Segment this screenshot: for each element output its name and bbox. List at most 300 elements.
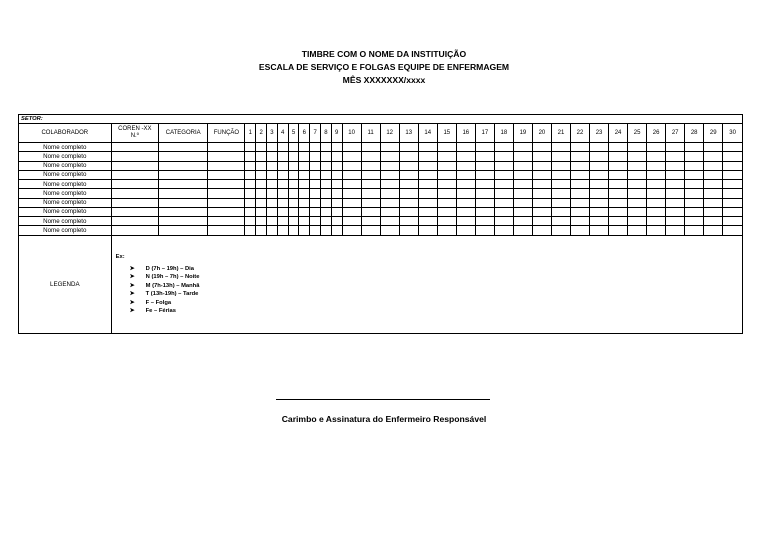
day-cell[interactable] bbox=[331, 161, 342, 170]
employee-name-cell[interactable]: Nome completo bbox=[19, 207, 112, 216]
day-cell[interactable] bbox=[456, 152, 475, 161]
day-cell[interactable] bbox=[723, 161, 743, 170]
day-cell[interactable] bbox=[399, 198, 418, 207]
day-cell[interactable] bbox=[609, 180, 628, 189]
day-cell[interactable] bbox=[723, 217, 743, 226]
day-cell[interactable] bbox=[494, 161, 513, 170]
day-cell[interactable] bbox=[475, 198, 494, 207]
info-cell[interactable] bbox=[208, 152, 245, 161]
day-cell[interactable] bbox=[331, 189, 342, 198]
day-cell[interactable] bbox=[380, 180, 399, 189]
day-cell[interactable] bbox=[342, 226, 361, 235]
day-cell[interactable] bbox=[570, 143, 589, 152]
info-cell[interactable] bbox=[111, 152, 158, 161]
day-cell[interactable] bbox=[513, 180, 532, 189]
day-cell[interactable] bbox=[628, 226, 647, 235]
day-cell[interactable] bbox=[321, 152, 332, 161]
day-cell[interactable] bbox=[331, 207, 342, 216]
day-cell[interactable] bbox=[342, 143, 361, 152]
day-cell[interactable] bbox=[494, 180, 513, 189]
info-cell[interactable] bbox=[208, 143, 245, 152]
day-cell[interactable] bbox=[723, 152, 743, 161]
day-cell[interactable] bbox=[513, 198, 532, 207]
day-cell[interactable] bbox=[456, 207, 475, 216]
day-cell[interactable] bbox=[647, 207, 666, 216]
day-cell[interactable] bbox=[361, 161, 380, 170]
day-cell[interactable] bbox=[609, 226, 628, 235]
day-cell[interactable] bbox=[551, 170, 570, 179]
day-cell[interactable] bbox=[342, 161, 361, 170]
day-cell[interactable] bbox=[570, 180, 589, 189]
day-cell[interactable] bbox=[590, 207, 609, 216]
day-cell[interactable] bbox=[647, 189, 666, 198]
day-cell[interactable] bbox=[570, 226, 589, 235]
day-cell[interactable] bbox=[321, 143, 332, 152]
day-cell[interactable] bbox=[513, 152, 532, 161]
day-cell[interactable] bbox=[570, 152, 589, 161]
day-cell[interactable] bbox=[256, 207, 267, 216]
day-cell[interactable] bbox=[628, 152, 647, 161]
day-cell[interactable] bbox=[551, 217, 570, 226]
day-cell[interactable] bbox=[532, 217, 551, 226]
day-cell[interactable] bbox=[310, 198, 321, 207]
day-cell[interactable] bbox=[704, 226, 723, 235]
day-cell[interactable] bbox=[361, 198, 380, 207]
day-cell[interactable] bbox=[475, 207, 494, 216]
day-cell[interactable] bbox=[723, 198, 743, 207]
day-cell[interactable] bbox=[532, 170, 551, 179]
day-cell[interactable] bbox=[437, 217, 456, 226]
info-cell[interactable] bbox=[111, 207, 158, 216]
day-cell[interactable] bbox=[609, 170, 628, 179]
day-cell[interactable] bbox=[342, 198, 361, 207]
day-cell[interactable] bbox=[331, 180, 342, 189]
day-cell[interactable] bbox=[267, 226, 278, 235]
day-cell[interactable] bbox=[418, 217, 437, 226]
day-cell[interactable] bbox=[437, 226, 456, 235]
info-cell[interactable] bbox=[111, 189, 158, 198]
day-cell[interactable] bbox=[277, 170, 288, 179]
day-cell[interactable] bbox=[532, 207, 551, 216]
day-cell[interactable] bbox=[418, 170, 437, 179]
day-cell[interactable] bbox=[299, 189, 310, 198]
day-cell[interactable] bbox=[723, 180, 743, 189]
day-cell[interactable] bbox=[704, 198, 723, 207]
day-cell[interactable] bbox=[666, 152, 685, 161]
info-cell[interactable] bbox=[158, 143, 207, 152]
day-cell[interactable] bbox=[475, 152, 494, 161]
day-cell[interactable] bbox=[288, 198, 299, 207]
day-cell[interactable] bbox=[288, 170, 299, 179]
day-cell[interactable] bbox=[288, 152, 299, 161]
day-cell[interactable] bbox=[437, 198, 456, 207]
day-cell[interactable] bbox=[513, 189, 532, 198]
employee-name-cell[interactable]: Nome completo bbox=[19, 170, 112, 179]
day-cell[interactable] bbox=[494, 170, 513, 179]
day-cell[interactable] bbox=[647, 198, 666, 207]
day-cell[interactable] bbox=[437, 143, 456, 152]
day-cell[interactable] bbox=[380, 152, 399, 161]
info-cell[interactable] bbox=[158, 198, 207, 207]
day-cell[interactable] bbox=[513, 161, 532, 170]
day-cell[interactable] bbox=[723, 143, 743, 152]
day-cell[interactable] bbox=[609, 207, 628, 216]
day-cell[interactable] bbox=[513, 226, 532, 235]
day-cell[interactable] bbox=[310, 207, 321, 216]
day-cell[interactable] bbox=[666, 198, 685, 207]
day-cell[interactable] bbox=[704, 161, 723, 170]
day-cell[interactable] bbox=[418, 226, 437, 235]
day-cell[interactable] bbox=[456, 170, 475, 179]
day-cell[interactable] bbox=[685, 152, 704, 161]
day-cell[interactable] bbox=[321, 198, 332, 207]
info-cell[interactable] bbox=[111, 161, 158, 170]
info-cell[interactable] bbox=[158, 207, 207, 216]
day-cell[interactable] bbox=[331, 217, 342, 226]
day-cell[interactable] bbox=[723, 226, 743, 235]
day-cell[interactable] bbox=[361, 143, 380, 152]
day-cell[interactable] bbox=[723, 207, 743, 216]
info-cell[interactable] bbox=[158, 180, 207, 189]
day-cell[interactable] bbox=[418, 143, 437, 152]
day-cell[interactable] bbox=[513, 143, 532, 152]
day-cell[interactable] bbox=[666, 207, 685, 216]
day-cell[interactable] bbox=[399, 207, 418, 216]
day-cell[interactable] bbox=[342, 170, 361, 179]
day-cell[interactable] bbox=[475, 226, 494, 235]
day-cell[interactable] bbox=[551, 180, 570, 189]
day-cell[interactable] bbox=[310, 143, 321, 152]
day-cell[interactable] bbox=[666, 189, 685, 198]
day-cell[interactable] bbox=[299, 198, 310, 207]
employee-name-cell[interactable]: Nome completo bbox=[19, 189, 112, 198]
day-cell[interactable] bbox=[267, 180, 278, 189]
info-cell[interactable] bbox=[111, 143, 158, 152]
info-cell[interactable] bbox=[158, 161, 207, 170]
day-cell[interactable] bbox=[494, 189, 513, 198]
day-cell[interactable] bbox=[475, 189, 494, 198]
day-cell[interactable] bbox=[310, 217, 321, 226]
day-cell[interactable] bbox=[532, 143, 551, 152]
day-cell[interactable] bbox=[628, 161, 647, 170]
employee-name-cell[interactable]: Nome completo bbox=[19, 217, 112, 226]
day-cell[interactable] bbox=[331, 143, 342, 152]
day-cell[interactable] bbox=[609, 217, 628, 226]
day-cell[interactable] bbox=[267, 198, 278, 207]
day-cell[interactable] bbox=[321, 217, 332, 226]
day-cell[interactable] bbox=[685, 180, 704, 189]
employee-name-cell[interactable]: Nome completo bbox=[19, 226, 112, 235]
day-cell[interactable] bbox=[310, 189, 321, 198]
day-cell[interactable] bbox=[380, 207, 399, 216]
day-cell[interactable] bbox=[310, 226, 321, 235]
day-cell[interactable] bbox=[399, 143, 418, 152]
day-cell[interactable] bbox=[456, 226, 475, 235]
day-cell[interactable] bbox=[704, 207, 723, 216]
day-cell[interactable] bbox=[288, 143, 299, 152]
day-cell[interactable] bbox=[647, 161, 666, 170]
day-cell[interactable] bbox=[570, 189, 589, 198]
info-cell[interactable] bbox=[158, 170, 207, 179]
day-cell[interactable] bbox=[551, 152, 570, 161]
day-cell[interactable] bbox=[704, 152, 723, 161]
day-cell[interactable] bbox=[380, 217, 399, 226]
day-cell[interactable] bbox=[380, 170, 399, 179]
day-cell[interactable] bbox=[532, 180, 551, 189]
day-cell[interactable] bbox=[267, 143, 278, 152]
day-cell[interactable] bbox=[685, 207, 704, 216]
day-cell[interactable] bbox=[570, 161, 589, 170]
day-cell[interactable] bbox=[609, 143, 628, 152]
day-cell[interactable] bbox=[532, 226, 551, 235]
info-cell[interactable] bbox=[158, 226, 207, 235]
day-cell[interactable] bbox=[245, 189, 256, 198]
day-cell[interactable] bbox=[628, 180, 647, 189]
day-cell[interactable] bbox=[704, 189, 723, 198]
day-cell[interactable] bbox=[704, 143, 723, 152]
info-cell[interactable] bbox=[208, 161, 245, 170]
day-cell[interactable] bbox=[570, 170, 589, 179]
day-cell[interactable] bbox=[245, 161, 256, 170]
day-cell[interactable] bbox=[256, 143, 267, 152]
day-cell[interactable] bbox=[299, 217, 310, 226]
day-cell[interactable] bbox=[437, 152, 456, 161]
day-cell[interactable] bbox=[456, 189, 475, 198]
day-cell[interactable] bbox=[475, 217, 494, 226]
day-cell[interactable] bbox=[685, 170, 704, 179]
day-cell[interactable] bbox=[551, 198, 570, 207]
day-cell[interactable] bbox=[494, 207, 513, 216]
day-cell[interactable] bbox=[666, 180, 685, 189]
info-cell[interactable] bbox=[208, 198, 245, 207]
info-cell[interactable] bbox=[208, 207, 245, 216]
info-cell[interactable] bbox=[111, 170, 158, 179]
employee-name-cell[interactable]: Nome completo bbox=[19, 143, 112, 152]
day-cell[interactable] bbox=[361, 217, 380, 226]
day-cell[interactable] bbox=[590, 161, 609, 170]
employee-name-cell[interactable]: Nome completo bbox=[19, 152, 112, 161]
day-cell[interactable] bbox=[245, 152, 256, 161]
day-cell[interactable] bbox=[380, 226, 399, 235]
info-cell[interactable] bbox=[158, 152, 207, 161]
day-cell[interactable] bbox=[245, 207, 256, 216]
day-cell[interactable] bbox=[647, 143, 666, 152]
day-cell[interactable] bbox=[494, 152, 513, 161]
day-cell[interactable] bbox=[532, 189, 551, 198]
day-cell[interactable] bbox=[299, 170, 310, 179]
day-cell[interactable] bbox=[456, 217, 475, 226]
day-cell[interactable] bbox=[342, 189, 361, 198]
day-cell[interactable] bbox=[245, 170, 256, 179]
day-cell[interactable] bbox=[321, 180, 332, 189]
day-cell[interactable] bbox=[310, 170, 321, 179]
day-cell[interactable] bbox=[245, 180, 256, 189]
day-cell[interactable] bbox=[418, 189, 437, 198]
day-cell[interactable] bbox=[331, 226, 342, 235]
info-cell[interactable] bbox=[158, 217, 207, 226]
day-cell[interactable] bbox=[288, 226, 299, 235]
day-cell[interactable] bbox=[513, 217, 532, 226]
day-cell[interactable] bbox=[256, 152, 267, 161]
day-cell[interactable] bbox=[288, 217, 299, 226]
day-cell[interactable] bbox=[475, 161, 494, 170]
day-cell[interactable] bbox=[299, 226, 310, 235]
day-cell[interactable] bbox=[590, 152, 609, 161]
day-cell[interactable] bbox=[277, 226, 288, 235]
day-cell[interactable] bbox=[570, 207, 589, 216]
employee-name-cell[interactable]: Nome completo bbox=[19, 161, 112, 170]
info-cell[interactable] bbox=[208, 180, 245, 189]
day-cell[interactable] bbox=[551, 143, 570, 152]
day-cell[interactable] bbox=[628, 189, 647, 198]
day-cell[interactable] bbox=[590, 189, 609, 198]
day-cell[interactable] bbox=[551, 226, 570, 235]
day-cell[interactable] bbox=[380, 189, 399, 198]
day-cell[interactable] bbox=[418, 161, 437, 170]
day-cell[interactable] bbox=[399, 226, 418, 235]
day-cell[interactable] bbox=[256, 170, 267, 179]
day-cell[interactable] bbox=[456, 143, 475, 152]
day-cell[interactable] bbox=[723, 170, 743, 179]
day-cell[interactable] bbox=[277, 152, 288, 161]
day-cell[interactable] bbox=[590, 143, 609, 152]
day-cell[interactable] bbox=[590, 170, 609, 179]
day-cell[interactable] bbox=[647, 180, 666, 189]
day-cell[interactable] bbox=[277, 217, 288, 226]
day-cell[interactable] bbox=[331, 198, 342, 207]
day-cell[interactable] bbox=[342, 207, 361, 216]
day-cell[interactable] bbox=[609, 152, 628, 161]
day-cell[interactable] bbox=[288, 189, 299, 198]
info-cell[interactable] bbox=[208, 226, 245, 235]
day-cell[interactable] bbox=[267, 207, 278, 216]
day-cell[interactable] bbox=[532, 152, 551, 161]
day-cell[interactable] bbox=[361, 226, 380, 235]
day-cell[interactable] bbox=[513, 207, 532, 216]
day-cell[interactable] bbox=[666, 226, 685, 235]
day-cell[interactable] bbox=[256, 198, 267, 207]
day-cell[interactable] bbox=[380, 198, 399, 207]
day-cell[interactable] bbox=[399, 161, 418, 170]
info-cell[interactable] bbox=[208, 189, 245, 198]
day-cell[interactable] bbox=[418, 180, 437, 189]
day-cell[interactable] bbox=[704, 217, 723, 226]
day-cell[interactable] bbox=[532, 161, 551, 170]
day-cell[interactable] bbox=[245, 143, 256, 152]
day-cell[interactable] bbox=[666, 217, 685, 226]
day-cell[interactable] bbox=[418, 152, 437, 161]
day-cell[interactable] bbox=[647, 217, 666, 226]
day-cell[interactable] bbox=[590, 226, 609, 235]
day-cell[interactable] bbox=[628, 170, 647, 179]
day-cell[interactable] bbox=[380, 143, 399, 152]
day-cell[interactable] bbox=[532, 198, 551, 207]
day-cell[interactable] bbox=[494, 226, 513, 235]
day-cell[interactable] bbox=[299, 143, 310, 152]
day-cell[interactable] bbox=[590, 198, 609, 207]
day-cell[interactable] bbox=[685, 226, 704, 235]
day-cell[interactable] bbox=[437, 170, 456, 179]
day-cell[interactable] bbox=[277, 161, 288, 170]
day-cell[interactable] bbox=[570, 217, 589, 226]
info-cell[interactable] bbox=[158, 189, 207, 198]
day-cell[interactable] bbox=[513, 170, 532, 179]
day-cell[interactable] bbox=[277, 207, 288, 216]
day-cell[interactable] bbox=[267, 189, 278, 198]
day-cell[interactable] bbox=[321, 170, 332, 179]
day-cell[interactable] bbox=[267, 217, 278, 226]
day-cell[interactable] bbox=[256, 161, 267, 170]
day-cell[interactable] bbox=[437, 189, 456, 198]
day-cell[interactable] bbox=[288, 180, 299, 189]
day-cell[interactable] bbox=[494, 143, 513, 152]
day-cell[interactable] bbox=[321, 226, 332, 235]
day-cell[interactable] bbox=[647, 170, 666, 179]
day-cell[interactable] bbox=[475, 170, 494, 179]
day-cell[interactable] bbox=[494, 198, 513, 207]
day-cell[interactable] bbox=[647, 152, 666, 161]
day-cell[interactable] bbox=[245, 198, 256, 207]
info-cell[interactable] bbox=[111, 198, 158, 207]
day-cell[interactable] bbox=[361, 189, 380, 198]
day-cell[interactable] bbox=[321, 189, 332, 198]
day-cell[interactable] bbox=[570, 198, 589, 207]
day-cell[interactable] bbox=[590, 180, 609, 189]
day-cell[interactable] bbox=[321, 207, 332, 216]
info-cell[interactable] bbox=[208, 170, 245, 179]
day-cell[interactable] bbox=[475, 143, 494, 152]
day-cell[interactable] bbox=[456, 161, 475, 170]
day-cell[interactable] bbox=[399, 152, 418, 161]
day-cell[interactable] bbox=[361, 207, 380, 216]
day-cell[interactable] bbox=[288, 207, 299, 216]
day-cell[interactable] bbox=[609, 198, 628, 207]
day-cell[interactable] bbox=[342, 217, 361, 226]
day-cell[interactable] bbox=[310, 152, 321, 161]
day-cell[interactable] bbox=[456, 198, 475, 207]
day-cell[interactable] bbox=[331, 170, 342, 179]
day-cell[interactable] bbox=[647, 226, 666, 235]
day-cell[interactable] bbox=[456, 180, 475, 189]
day-cell[interactable] bbox=[361, 180, 380, 189]
employee-name-cell[interactable]: Nome completo bbox=[19, 198, 112, 207]
day-cell[interactable] bbox=[299, 152, 310, 161]
info-cell[interactable] bbox=[111, 217, 158, 226]
day-cell[interactable] bbox=[256, 226, 267, 235]
day-cell[interactable] bbox=[310, 180, 321, 189]
day-cell[interactable] bbox=[685, 217, 704, 226]
day-cell[interactable] bbox=[666, 170, 685, 179]
day-cell[interactable] bbox=[256, 217, 267, 226]
day-cell[interactable] bbox=[704, 180, 723, 189]
day-cell[interactable] bbox=[685, 161, 704, 170]
day-cell[interactable] bbox=[437, 180, 456, 189]
day-cell[interactable] bbox=[609, 161, 628, 170]
day-cell[interactable] bbox=[399, 217, 418, 226]
day-cell[interactable] bbox=[299, 207, 310, 216]
day-cell[interactable] bbox=[267, 161, 278, 170]
day-cell[interactable] bbox=[288, 161, 299, 170]
day-cell[interactable] bbox=[399, 170, 418, 179]
day-cell[interactable] bbox=[666, 161, 685, 170]
day-cell[interactable] bbox=[361, 152, 380, 161]
day-cell[interactable] bbox=[475, 180, 494, 189]
info-cell[interactable] bbox=[111, 180, 158, 189]
day-cell[interactable] bbox=[628, 143, 647, 152]
info-cell[interactable] bbox=[208, 217, 245, 226]
day-cell[interactable] bbox=[399, 180, 418, 189]
day-cell[interactable] bbox=[277, 198, 288, 207]
